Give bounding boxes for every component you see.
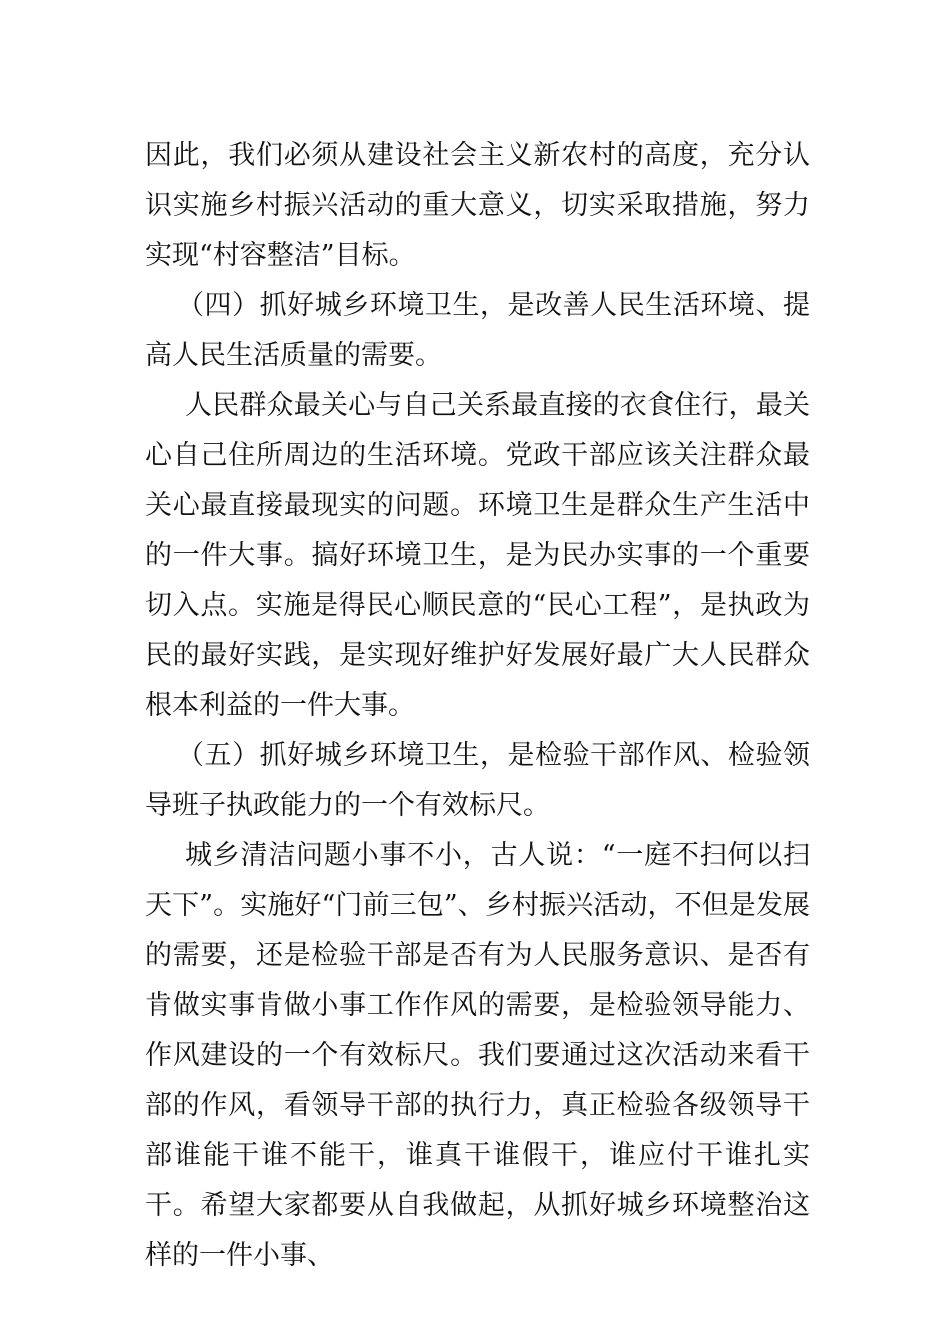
section-heading-five: （五）抓好城乡环境卫生，是检验干部作风、检验领导班子执政能力的一个有效标尺。 bbox=[145, 740, 810, 821]
paragraph-environment-importance: 人民群众最关心与自己关系最直接的衣食住行，最关心自己住所周边的生活环境。党政干部应该关注群众最关心最直接最现实的问题。环境卫生是群众生产生活中的一件大事。搞好环境卫生，是为民办实事的一个重要切入点。实施是得民心顺民意的“民心工程”，是执政为民的最好实践，是实现好维护好发展好最广大人民群众根本利益的一件大事。 bbox=[145, 390, 810, 721]
paragraph-continuation: 因此，我们必须从建设社会主义新农村的高度，充分认识实施乡村振兴活动的重大意义，切实采取措施，努力实现“村容整洁”目标。 bbox=[145, 140, 810, 271]
paragraph-cadre-style: 城乡清洁问题小事不小，古人说：“一庭不扫何以扫天下”。实施好“门前三包”、乡村振兴活动，不但是发展的需要，还是检验干部是否有为人民服务意识、是否有肯做实事肯做小事工作作风的需要，是检验领导能力、作风建设的一个有效标尺。我们要通过这次活动来看干部的作风，看领导干部的执行力，真正检验各级领导干部谁能干谁不能干，谁真干谁假干，谁应付干谁扎实干。希望大家都要从自我做起，从抓好城乡环境整治这样的一件小事、 bbox=[145, 840, 810, 1271]
section-heading-four: （四）抓好城乡环境卫生，是改善人民生活环境、提高人民生活质量的需要。 bbox=[145, 290, 810, 371]
document-body bbox=[145, 131, 810, 1281]
